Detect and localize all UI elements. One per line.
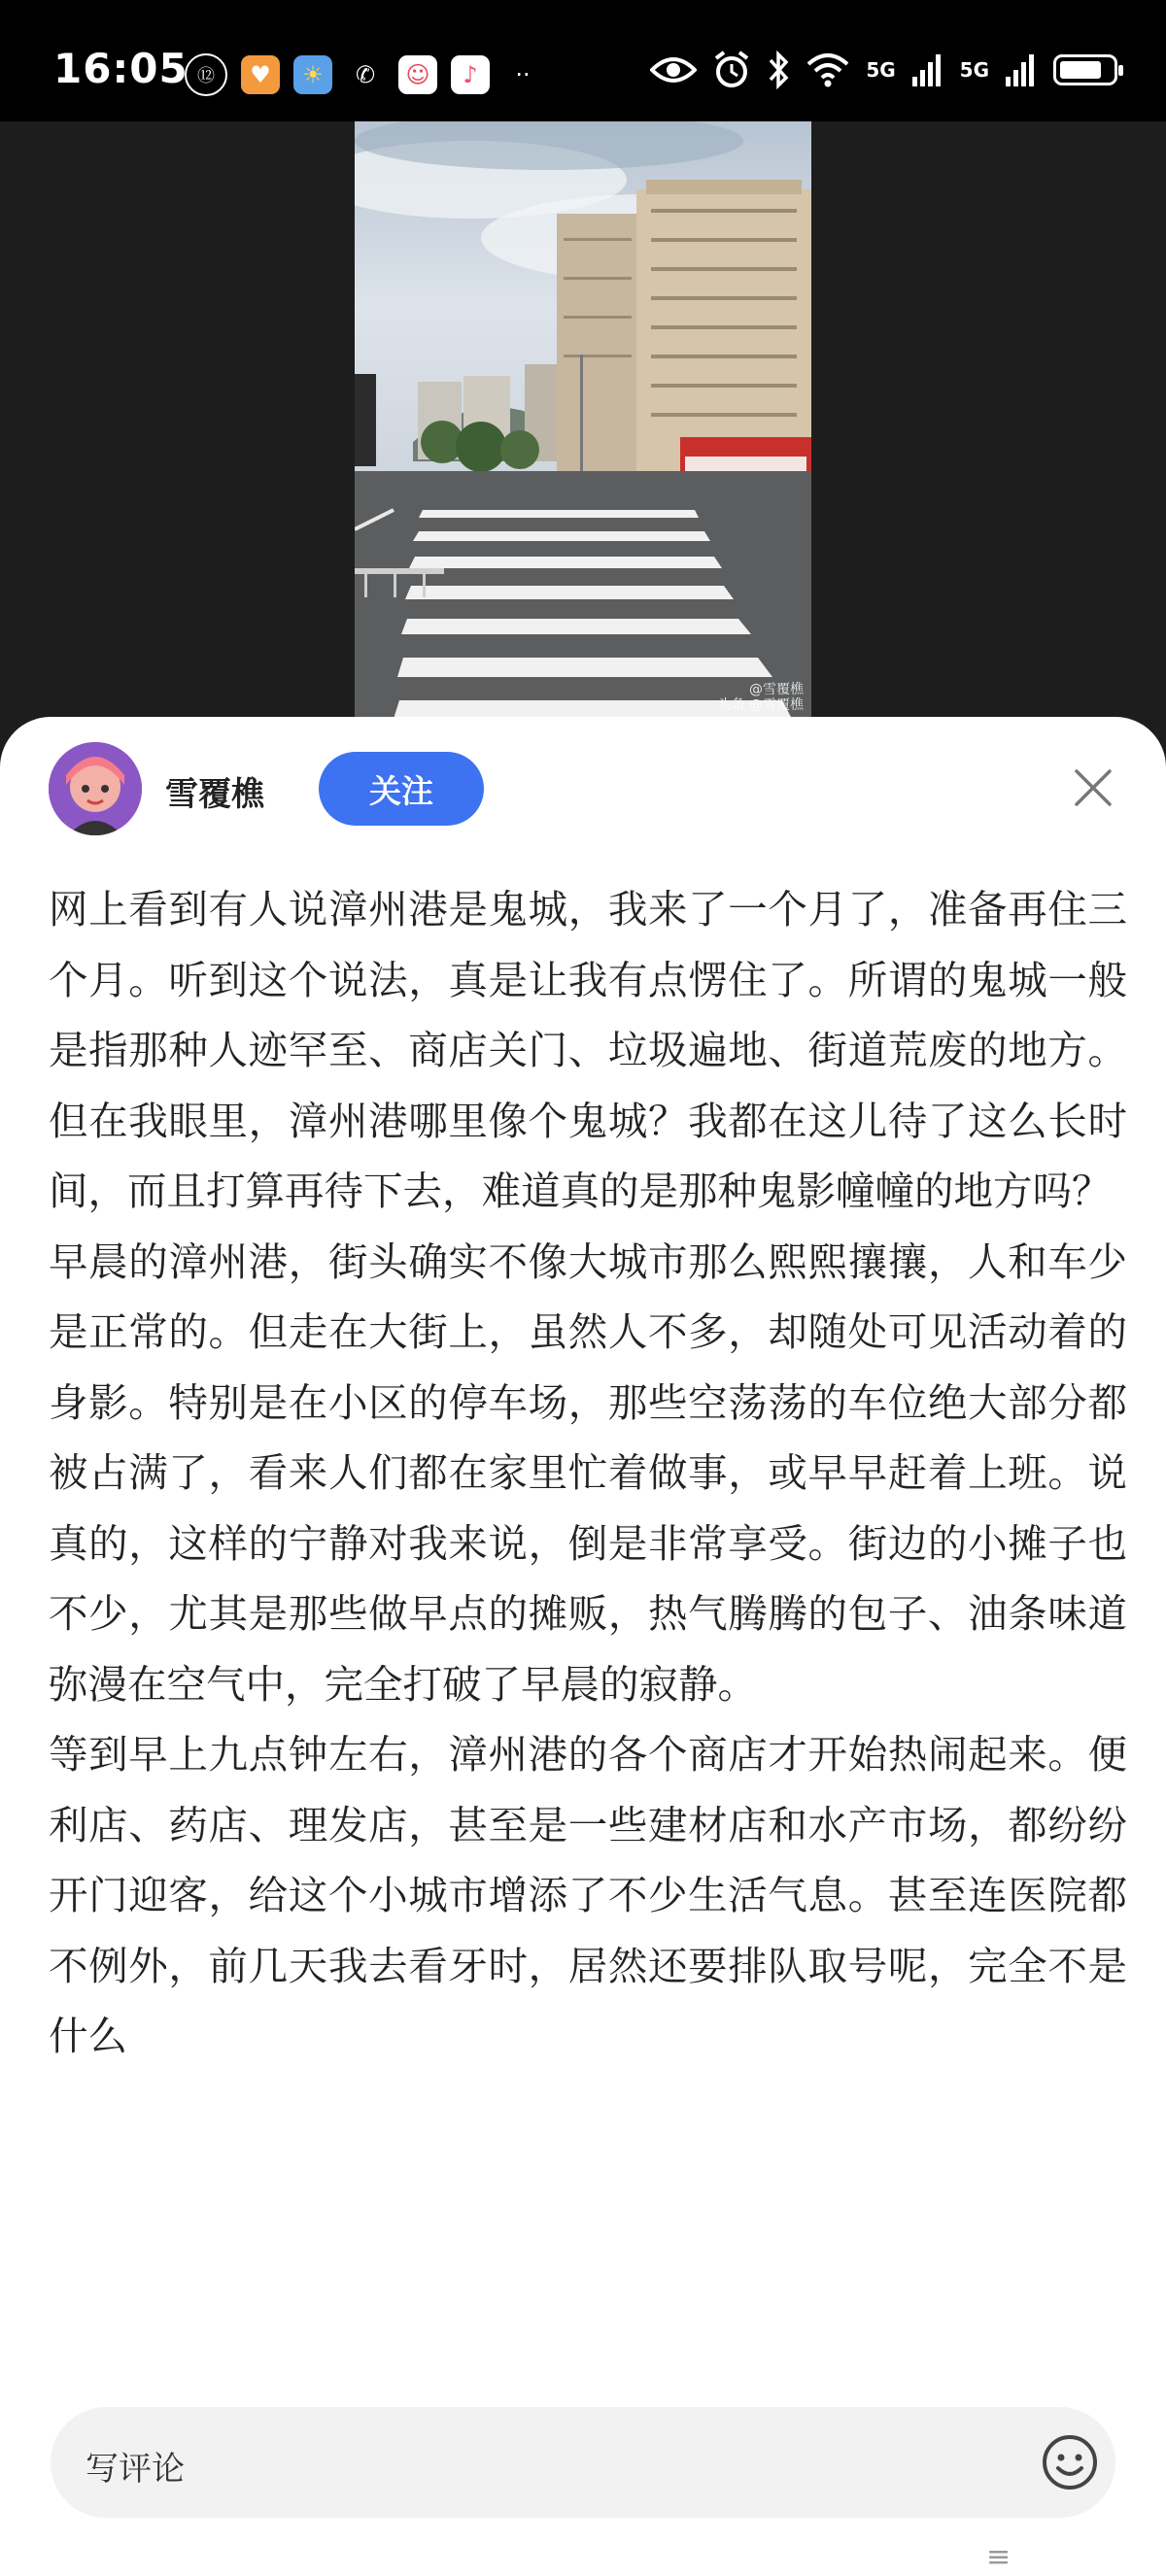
avatar[interactable] <box>49 742 142 835</box>
battery-icon <box>1053 54 1117 85</box>
watermark-line-1: @雪覆樵 <box>749 682 804 697</box>
alarm-icon <box>712 51 751 89</box>
system-icons <box>650 51 1117 89</box>
media-area[interactable] <box>0 121 1166 743</box>
signal-icon <box>911 53 944 86</box>
photo-watermark <box>718 682 804 713</box>
author-row <box>49 740 1117 837</box>
status-time: 16:05 <box>53 45 189 92</box>
comment-input[interactable] <box>51 2407 1115 2518</box>
comment-bar <box>0 2385 1166 2576</box>
network-label-2: 5G <box>959 58 989 82</box>
article-paragraph-2: 早晨的漳州港，街头确实不像大城市那么熙熙攘攘，人和车少是正常的。但走在大街上，虽然人不多，却随处可见活动着的身影。特别是在小区的停车场，那些空荡荡的车位绝大部分都被占满了，看来人们都在家里忙着做事，或早早赶着上班。说真的，这样的宁静对我来说，倒是非常享受。街边的小摊子也不少，尤其是那些做早点的摊贩，热气腾腾的包子、油条味道弥漫在空气中，完全打破了早晨的寂静。 <box>49 1237 1127 1708</box>
wechat-icon: ✆ <box>355 61 376 88</box>
wifi-icon <box>806 52 850 87</box>
emoji-icon[interactable] <box>1040 2432 1100 2492</box>
street-scene-image <box>355 121 811 719</box>
hd-badge-icon: ⑫ <box>185 53 227 96</box>
watermark-line-2: 头条 @雪覆樵 <box>717 697 804 713</box>
clown-app-icon: ☺ <box>398 55 437 94</box>
notification-icons <box>185 53 542 96</box>
more-notifications-icon: ·· <box>515 61 531 88</box>
avatar-illustration <box>49 742 142 835</box>
article-paragraph-1: 网上看到有人说漳州港是鬼城，我来了一个月了，准备再住三个月。听到这个说法，真是让我有点愣住了。所谓的鬼城一般是指那种人迹罕至、商店关门、垃圾遍地、街道荒废的地方。但在我眼里，漳州港哪里像个鬼城？我都在这儿待了这么长时间，而且打算再待下去，难道真的是那种鬼影幢幢的地方吗？ <box>49 886 1127 1214</box>
street-photo[interactable] <box>355 121 811 719</box>
status-bar <box>0 0 1166 121</box>
weather-app-icon: ☀ <box>293 55 332 94</box>
heart-app-icon: ♥ <box>241 55 280 94</box>
follow-button[interactable]: 关注 <box>319 752 484 826</box>
article-paragraph-3: 等到早上九点钟左右，漳州港的各个商店才开始热闹起来。便利店、药店、理发店，甚至是一些建材店和水产市场，都纷纷开门迎客，给这个小城市增添了不少生活气息。甚至连医院都不例外，前几天我去看牙时，居然还要排队取号呢，完全不是什么 <box>49 1731 1127 2059</box>
close-icon[interactable] <box>1069 763 1117 812</box>
article-body <box>49 874 1127 2072</box>
network-label-1: 5G <box>866 58 896 82</box>
author-name[interactable]: 雪覆樵 <box>165 775 264 814</box>
bluetooth-icon <box>767 51 790 89</box>
nav-handle: ≡ <box>986 2540 1017 2574</box>
eye-icon <box>650 54 697 85</box>
comment-placeholder: 写评论 <box>86 2450 185 2489</box>
music-app-icon: ♪ <box>451 55 490 94</box>
article-sheet <box>0 717 1166 2576</box>
signal-icon-2 <box>1005 53 1038 86</box>
